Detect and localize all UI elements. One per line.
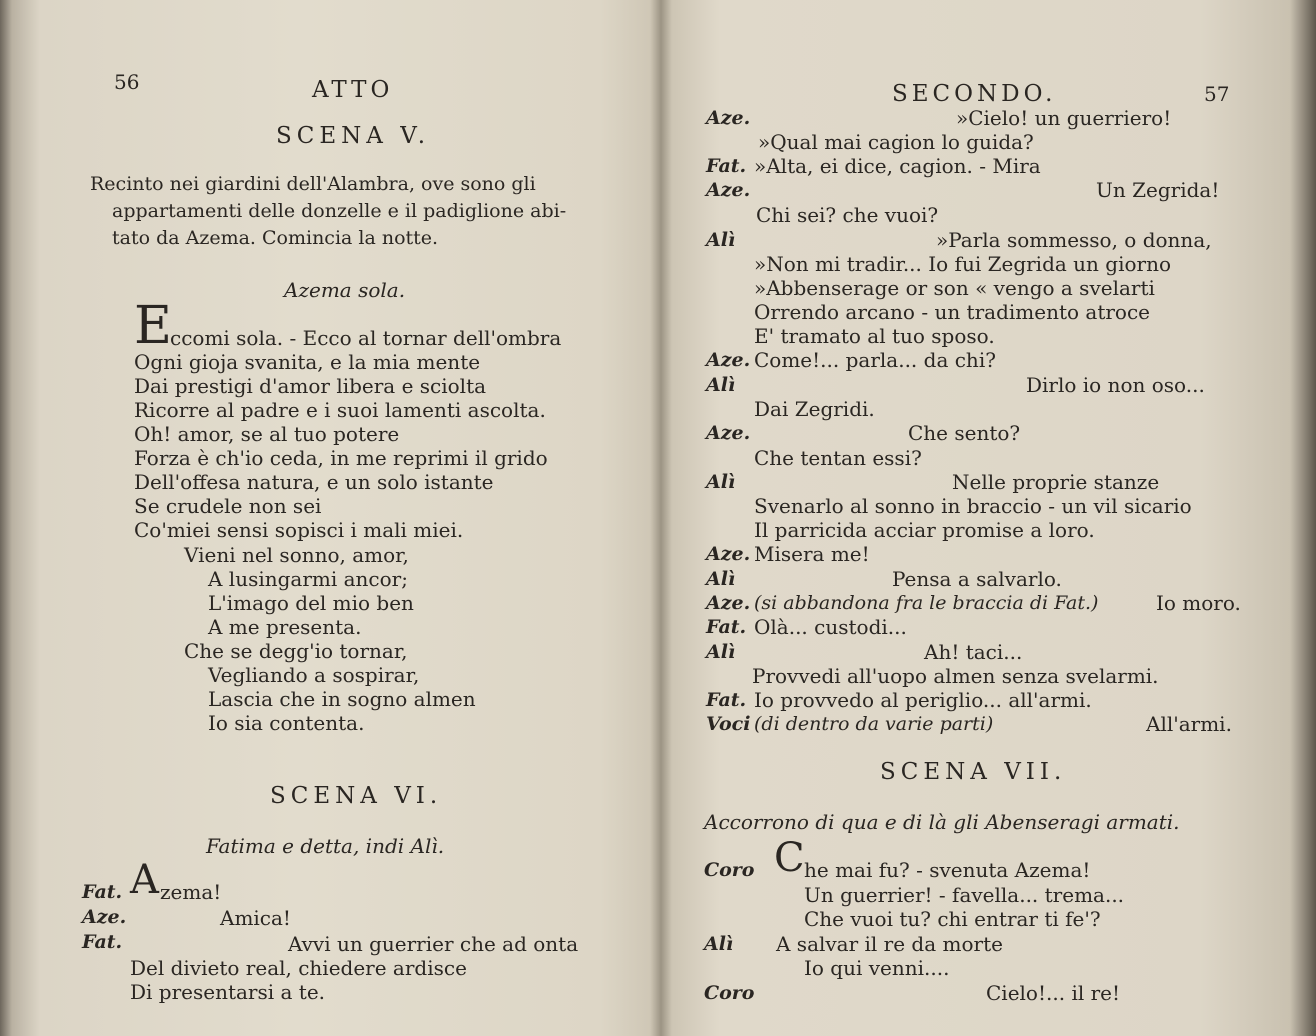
verse-line: Dai prestigi d'amor libera e sciolta [134, 374, 487, 398]
scene-heading: SCENA VII. [880, 759, 1067, 785]
stage-setting-line: Recinto nei giardini dell'Alambra, ove sono gli [90, 173, 536, 195]
chorus-line: Cielo!... il re! [986, 981, 1121, 1005]
dialogue-line: Misera me! [754, 542, 870, 566]
dialogue-line: Nelle proprie stanze [952, 470, 1160, 494]
speaker-label: Coro [704, 982, 755, 1004]
dialogue-line: Avvi un guerrier che ad onta [288, 932, 579, 956]
speaker-label: Alì [706, 641, 736, 663]
aria-line: L'imago del mio ben [208, 591, 414, 615]
dialogue-line: »Abbenserage or son « vengo a svelarti [754, 276, 1155, 300]
scene-heading: SCENA V. [276, 123, 431, 149]
scene-cast: Fatima e detta, indi Alì. [206, 834, 445, 858]
speaker-label: Fat. [82, 881, 123, 903]
dialogue-line: »Non mi tradir... Io fui Zegrida un giorno [754, 252, 1172, 276]
running-head: SECONDO. [892, 81, 1057, 107]
dialogue-line: Un Zegrida! [1096, 178, 1220, 202]
speaker-label: Aze. [706, 107, 751, 129]
speaker-label: Voci [706, 713, 751, 735]
dialogue-line: Come!... parla... da chi? [754, 348, 996, 372]
dialogue-line: Chi sei? che vuoi? [756, 203, 939, 227]
dialogue-line: »Parla sommesso, o donna, [936, 228, 1212, 252]
dialogue-line: Orrendo arcano - un tradimento atroce [754, 300, 1150, 324]
stage-setting-line: tato da Azema. Comincia la notte. [112, 227, 439, 249]
scene-heading: SCENA VI. [270, 783, 443, 809]
verse-line: Dell'offesa natura, e un solo istante [134, 470, 494, 494]
speaker-label: Fat. [706, 616, 747, 638]
speaker-label: Fat. [706, 155, 747, 177]
chorus-line: he mai fu? - svenuta Azema! [804, 858, 1091, 882]
drop-capital: A [130, 857, 159, 903]
dialogue-line: Olà... custodi... [754, 615, 907, 639]
dialogue-line: Provvedi all'uopo almen senza svelarmi. [752, 664, 1159, 688]
dialogue-line: Ah! taci... [924, 640, 1023, 664]
aria-line: A me presenta. [208, 615, 362, 639]
dialogue-line: Io moro. [1156, 591, 1241, 615]
dialogue-line: Io provvedo al periglio... all'armi. [754, 688, 1092, 712]
verse-line: Se crudele non sei [134, 494, 322, 518]
page-number: 56 [114, 70, 140, 94]
verse-line: Forza è ch'io ceda, in me reprimi il grido [134, 446, 548, 470]
speaker-label: Fat. [82, 931, 123, 953]
chorus-line: Io qui venni.... [804, 956, 950, 980]
speaker-label: Aze. [82, 906, 127, 928]
verse-line: Oh! amor, se al tuo potere [134, 422, 400, 446]
dialogue-line: Che tentan essi? [754, 446, 922, 470]
aria-line: Vegliando a sospirar, [208, 663, 420, 687]
dialogue-line: »Alta, ei dice, cagion. - Mira [754, 154, 1041, 178]
speaker-label: Aze. [706, 179, 751, 201]
speaker-label: Coro [704, 859, 755, 881]
dialogue-line: Di presentarsi a te. [130, 980, 326, 1004]
page-number: 57 [1204, 82, 1230, 106]
speaker-label: Alì [706, 229, 736, 251]
speaker-label: Aze. [706, 349, 751, 371]
chorus-line: Che vuoi tu? chi entrar ti fe'? [804, 907, 1101, 931]
right-page [662, 0, 1316, 1036]
aria-line: A lusingarmi ancor; [208, 567, 408, 591]
dialogue-line: »Qual mai cagion lo guida? [758, 130, 1034, 154]
dialogue-line: »Cielo! un guerriero! [956, 106, 1172, 130]
verse-line: Ricorre al padre e i suoi lamenti ascolta. [134, 398, 546, 422]
verse-line: ccomi sola. - Ecco al tornar dell'ombra [170, 326, 562, 350]
drop-capital: C [774, 835, 805, 881]
speaker-label: Alì [706, 568, 736, 590]
speaker-label: Aze. [706, 543, 751, 565]
stage-direction: (di dentro da varie parti) [754, 713, 994, 735]
dialogue-line: zema! [160, 880, 222, 904]
aria-line: Lascia che in sogno almen [208, 687, 476, 711]
speaker-label: Alì [706, 471, 736, 493]
dialogue-line: Pensa a salvarlo. [892, 567, 1062, 591]
dialogue-line: Il parricida acciar promise a loro. [754, 518, 1095, 542]
dialogue-line: Svenarlo al sonno in braccio - un vil sicario [754, 494, 1192, 518]
aria-line: Vieni nel sonno, amor, [184, 543, 409, 567]
dialogue-line: E' tramato al tuo sposo. [754, 324, 995, 348]
speaker-label: Alì [706, 374, 736, 396]
dialogue-line: Che sento? [908, 421, 1021, 445]
speaker-label: Aze. [706, 422, 751, 444]
dialogue-line: Del divieto real, chiedere ardisce [130, 956, 467, 980]
scene-cast: Azema sola. [284, 278, 406, 302]
aria-line: Io sia contenta. [208, 711, 365, 735]
stage-direction: (si abbandona fra le braccia di Fat.) [754, 592, 1099, 614]
dialogue-line: Dirlo io non oso... [1026, 373, 1205, 397]
dialogue-line: Dai Zegridi. [754, 397, 875, 421]
aria-line: Che se degg'io tornar, [184, 639, 408, 663]
running-head: ATTO [312, 77, 394, 103]
dialogue-line: All'armi. [1146, 712, 1232, 736]
dialogue-line: Amica! [220, 906, 291, 930]
speaker-label: Aze. [706, 592, 751, 614]
speaker-label: Fat. [706, 689, 747, 711]
chorus-line: A salvar il re da morte [776, 932, 1003, 956]
verse-line: Ogni gioja svanita, e la mia mente [134, 350, 481, 374]
speaker-label: Alì [704, 933, 734, 955]
stage-setting-line: appartamenti delle donzelle e il padiglione abi- [112, 200, 567, 222]
drop-capital: E [134, 296, 172, 356]
verse-line: Co'miei sensi sopisci i mali miei. [134, 518, 464, 542]
chorus-line: Un guerrier! - favella... trema... [804, 883, 1125, 907]
stage-direction: Accorrono di qua e di là gli Abenseragi armati. [704, 810, 1180, 834]
